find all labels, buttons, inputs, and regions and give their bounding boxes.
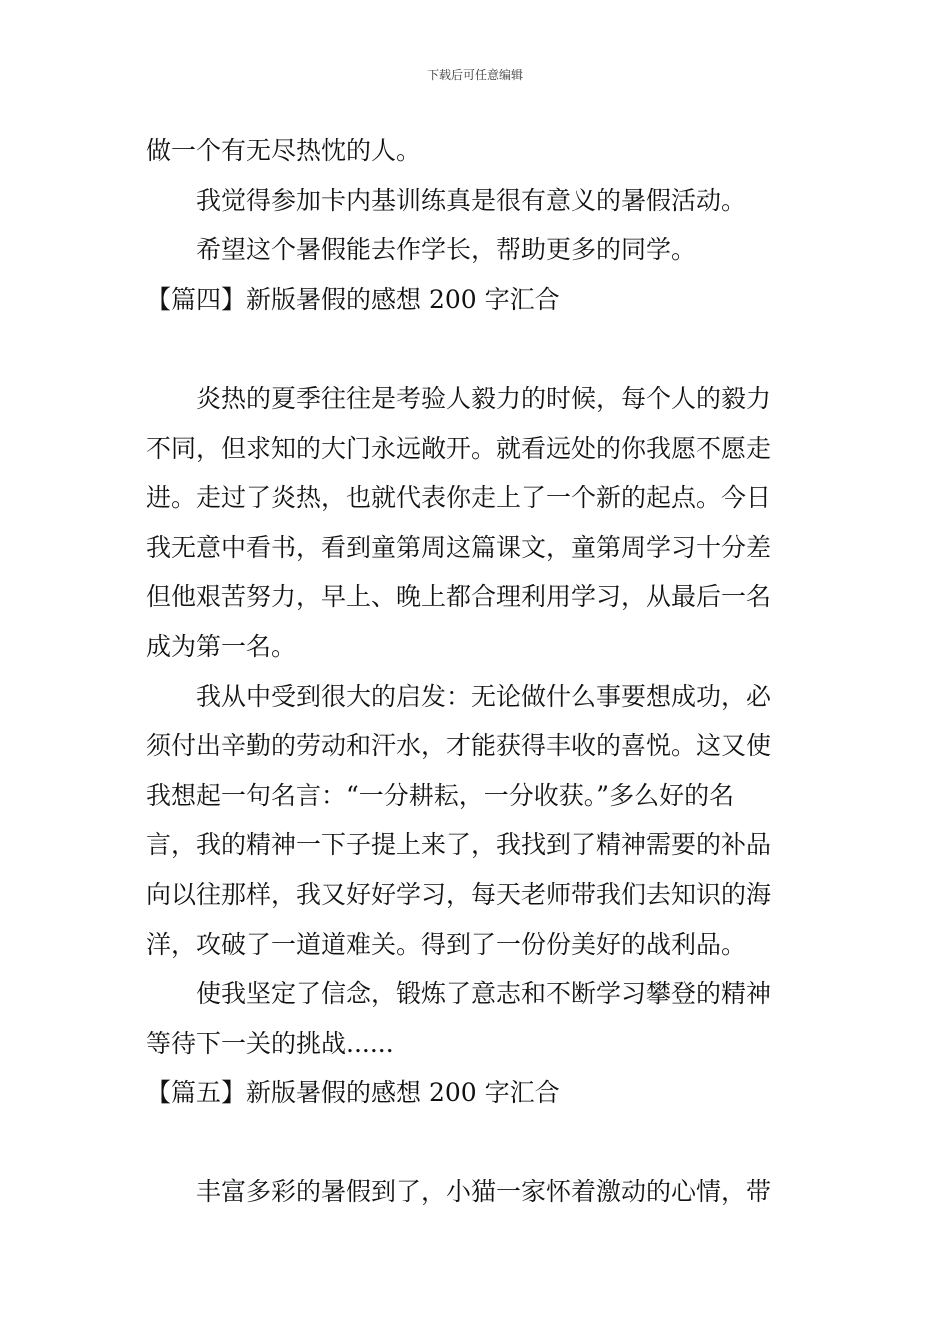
paragraph-line: 希望这个暑假能去作学长，帮助更多的同学。 [196,235,697,265]
paragraph-line: 我从中受到很大的启发：无论做什么事要想成功，必 [196,681,772,711]
paragraph-line: 进。走过了炎热，也就代表你走上了一个新的起点。今日 [146,483,772,513]
paragraph-line: 须付出辛勤的劳动和汗水，才能获得丰收的喜悦。这又使 [146,731,772,761]
paragraph-line: 炎热的夏季往往是考验人毅力的时候，每个人的毅力 [196,383,772,413]
paragraph-line: 言，我的精神一下子提上来了，我找到了精神需要的补品 [146,830,772,860]
document-body [146,126,810,1217]
paragraph-line: 我无意中看书，看到童第周这篇课文，童第周学习十分差 [146,532,772,562]
blank-line [146,324,810,374]
paragraph-line: 洋，攻破了一道道难关。得到了一份份美好的战利品。 [146,929,747,959]
paragraph-line: 使我坚定了信念，锻炼了意志和不断学习攀登的精神 [196,979,772,1009]
paragraph-line: 成为第一名。 [146,631,297,661]
blank-line [146,1118,810,1168]
paragraph-line: 向以往那样，我又好好学习，每天老师带我们去知识的海 [146,879,772,909]
paragraph-line: 但他艰苦努力，早上、晚上都合理利用学习，从最后一名 [146,582,772,612]
section-heading: 【篇四】新版暑假的感想 200 字汇合 [146,284,560,314]
section-heading: 【篇五】新版暑假的感想 200 字汇合 [146,1078,560,1108]
paragraph-line: 我想起一句名言：“一分耕耘，一分收获。”多么好的名 [146,780,735,810]
paragraph-line: 不同，但求知的大门永远敞开。就看远处的你我愿不愿走 [146,433,772,463]
paragraph-line: 做一个有无尽热忱的人。 [146,136,422,165]
page-header: 下载后可任意编辑 [426,68,523,82]
paragraph-line: 丰富多彩的暑假到了，小猫一家怀着激动的心情，带 [196,1177,772,1207]
paragraph-line: 等待下一关的挑战...... [146,1028,394,1058]
paragraph-line: 我觉得参加卡内基训练真是很有意义的暑假活动。 [196,185,747,215]
